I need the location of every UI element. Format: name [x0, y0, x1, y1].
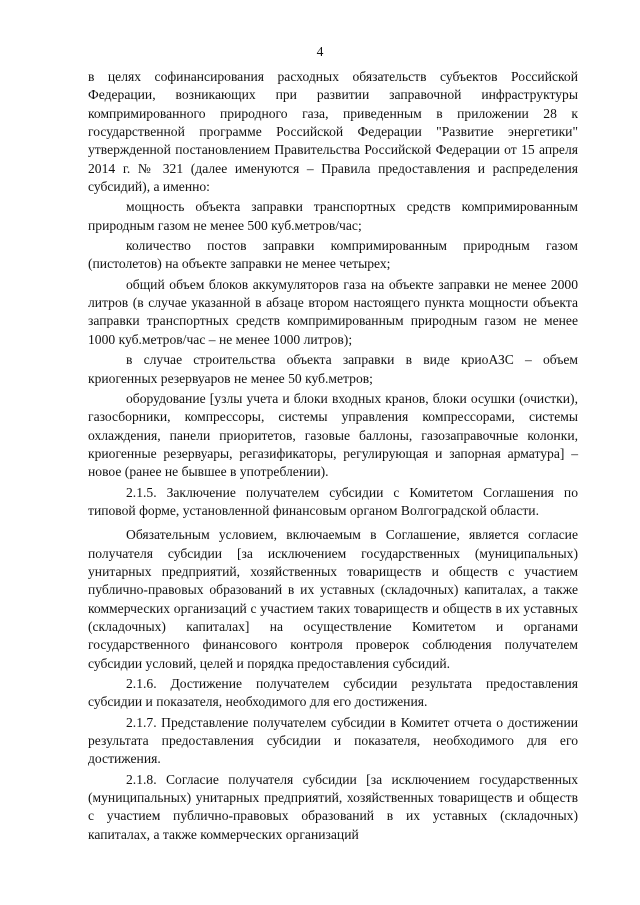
paragraph-2-1-6: 2.1.6. Достижение получателем субсидии результата предоставления субсидии и показателя, необходимого для его достижения.: [88, 676, 578, 710]
paragraph-station-capacity: мощность объекта заправки транспортных средств компримированным природным газом не менее 500 куб.метров/час;: [88, 199, 578, 233]
paragraph-intro: в целях софинансирования расходных обязательств субъектов Российской Федерации, возникающих при развитии заправочной инфраструктуры компримированного природного газа, приведенным в приложении 28 к государственной программе Российской Федерации "Развитие энергетики" утвержденной постановлением Правительства Российской Федерации от 15 апреля 2014 г. № 321 (далее именуются – Правила предоставления и распределения субсидий), а именно:: [88, 69, 578, 195]
paragraph-2-1-7: 2.1.7. Представление получателем субсидии в Комитет отчета о достижении результата предоставления субсидии и показателя, необходимого для его достижения.: [88, 714, 578, 767]
page-number: 4: [316, 44, 324, 59]
paragraph-fueling-posts: количество постов заправки компримированным природным газом (пистолетов) на объекте заправки не менее четырех;: [88, 238, 578, 272]
paragraph-cryo-station: в случае строительства объекта заправки в виде криоАЗС – объем криогенных резервуаров не менее 50 куб.метров;: [88, 352, 578, 386]
paragraph-2-1-5: 2.1.5. Заключение получателем субсидии с Комитетом Соглашения по типовой форме, установленной финансовым органом Волгоградской области.: [88, 484, 578, 518]
paragraph-2-1-8: 2.1.8. Согласие получателя субсидии [за исключением государственных (муниципальных) унитарных предприятий, хозяйственных товариществ и обществ с участием публично-правовых образований в их уставных (складочных) капиталах, а также коммерческих организаций: [88, 771, 578, 842]
document-body: [88, 68, 578, 846]
paragraph-equipment: оборудование [узлы учета и блоки входных кранов, блоки осушки (очистки), газосборники, компрессоры, системы управления компрессорами, системы охлаждения, панели приоритетов, газовые баллоны, газозаправочные колонки, криогенные резервуары, регазификаторы, регулирующая и запорная арматура] – новое (ранее не бывшее в употреблении).: [88, 390, 578, 480]
paragraph-gas-accumulators: общий объем блоков аккумуляторов газа на объекте заправки не менее 2000 литров (в случае указанной в абзаце втором настоящего пункта мощности объекта заправки транспортных средств компримированным природным газом не менее 1000 куб.метров/час – не менее 1000 литров);: [88, 276, 578, 347]
paragraph-mandatory-condition: Обязательным условием, включаемым в Соглашение, является согласие получателя субсидии [за исключением государственных (муниципальных) унитарных предприятий, хозяйственных товариществ и обществ с участием публично-правовых образований в их уставных (складочных) капиталах, а также коммерческих организаций с участием таких товариществ и обществ в их уставных (складочных) капиталах] на осуществление Комитетом и органами государственного финансового контроля проверок соблюдения получателем субсидии условий, целей и порядка предоставления субсидий.: [88, 527, 578, 671]
